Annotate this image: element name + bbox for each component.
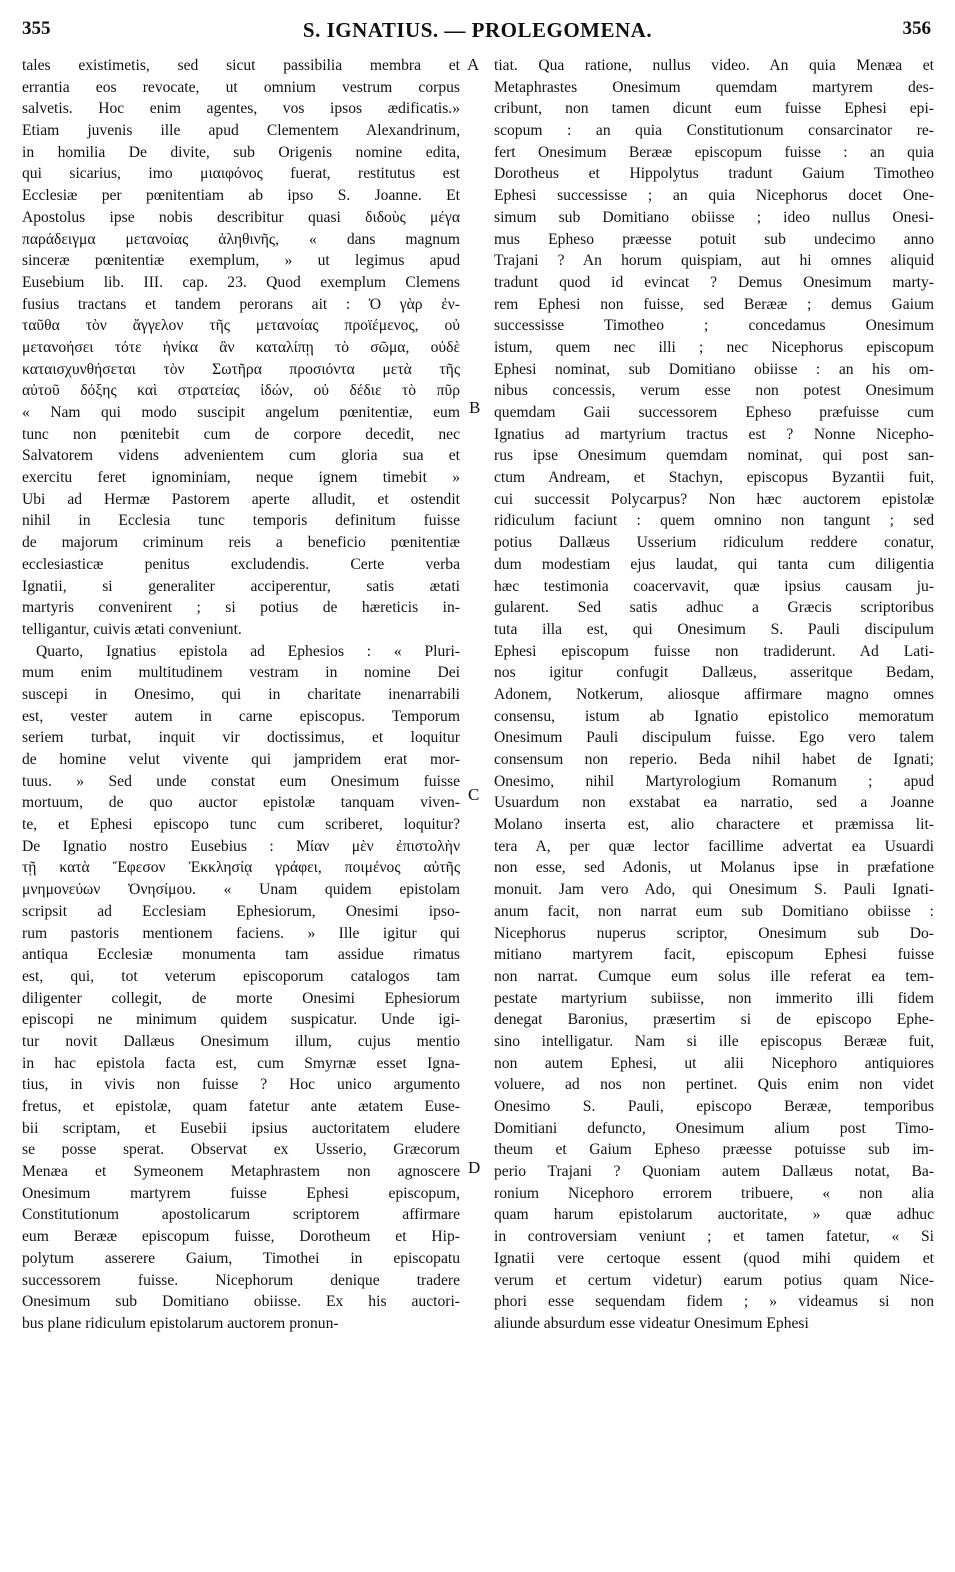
text-line: fusius tractans et tandem perorans ait : Ὁ γὰρ ἐν- [22, 295, 460, 313]
text-line: rus ipse Onesimum quemdam nominat, qui post san- [494, 447, 934, 465]
running-title: S. IGNATIUS. — PROLEGOMENA. [302, 18, 653, 42]
text-line: est, vester autem in carne episcopus. Temporum [22, 707, 460, 725]
text-line: scripsit ad Ecclesiam Ephesiorum, Onesimi ipso- [22, 902, 460, 920]
text-line: phori esse sequendam fidem ; » videamus si non [494, 1293, 934, 1311]
text-line: dum modestiam ejus laudat, qui tanta cum diligentia [494, 555, 934, 573]
text-line: consensu, istum ab Ignatio epistolico memoratum [494, 707, 934, 725]
text-line: Ephesi episcopum fuisse non tradiderunt. Ad Lati- [494, 642, 934, 660]
margin-letter-d: D [468, 1158, 481, 1177]
text-line: non autem Ephesi, ut alii Nicephoro antiquiores [494, 1054, 934, 1072]
text-line: tur novit Dallæus Onesimum illum, cujus mentio [22, 1032, 460, 1050]
text-line: tales existimetis, sed sicut passibilia membra et [22, 57, 460, 74]
text-line: eum Berææ episcopum fuisse, Dorotheum et Hip- [22, 1228, 460, 1246]
margin-letter-b: B [469, 398, 481, 417]
text-line: suscepi in Onesimo, qui in charitate inenarrabili [22, 685, 460, 703]
text-line: Nicephorus nuperus scriptor, Onesimum sub Do- [494, 924, 934, 942]
margin-letter-c: C [468, 785, 480, 804]
text-line: salvetis. Hoc enim agentes, vos ipsos ædificatis.» [22, 100, 460, 118]
text-line: perio Trajani ? Quoniam autem Dallæus notat, Ba- [494, 1163, 934, 1181]
text-line: Eusebium lib. III. cap. 23. Quod exemplum Clemens [22, 273, 460, 291]
text-line: De Ignatio nostro Eusebius : Μίαν μὲν ἐπιστολὴν [22, 837, 460, 855]
text-line: ctum Andream, et Stachyn, episcopus Byzantii fuit, [494, 469, 934, 487]
text-line: de homine velut vivente qui jampridem erat mor- [22, 751, 460, 768]
text-line: voluere, ad nos non pertinet. Quis enim non videt [494, 1076, 934, 1094]
text-line: Constitutionum apostolicarum scriptorem affirmare [22, 1206, 460, 1224]
text-line: nibus concessis, verum esse non potest Onesimum [494, 382, 934, 400]
text-line: telligantur, cuivis ætati conveniunt. [22, 620, 242, 638]
text-line: seriem turbat, inquit vir doctissimus, et loquitur [22, 729, 460, 747]
text-line: Onesimum sub Domitiano obiisse. Ex his auctori- [22, 1293, 460, 1311]
text-line: Onesimo S. Pauli, episcopo Berææ, temporibus [494, 1098, 934, 1115]
text-line: hæc testimonia coacervavit, quæ ipsius causam ju- [494, 577, 934, 595]
text-line: martyris convenirent ; si potius de hæreticis in- [22, 599, 460, 617]
page-number-right: 356 [902, 18, 931, 39]
text-line: bii scriptam, et Eusebii ipsius auctoritatem eludere [22, 1119, 460, 1137]
text-line: in hac epistola facta est, cum Smyrnæ esset Igna- [22, 1054, 460, 1072]
text-line: τῇ κατὰ Ἔφεσον Ἐκκλησίᾳ γράφει, ποιμένος αὐτῆς [22, 859, 460, 877]
text-line: Apostolus ipse nobis describitur quasi διδοὺς μέγα [22, 208, 460, 226]
text-line: Trajani ? An horum quispiam, aut hi omnes aliquid [494, 252, 934, 270]
text-line: ronium Nicephoro errorem tribuere, « non alia [494, 1184, 934, 1202]
text-line: Metaphrastes Onesimum quemdam martyrem des- [494, 78, 934, 96]
text-line: cui successit Polycarpus? Non hæc auctorem epistolæ [494, 490, 934, 508]
text-line: « Nam qui modo suscipit angelum pœnitentiæ, eum [22, 404, 460, 421]
text-line: non esse, sed Adonis, ut Molanus ipse in præfatione [494, 859, 934, 877]
text-line: te, et Ephesi episcopo tunc cum scriberet, loquitur? [22, 816, 460, 834]
text-line: rum pastoris mentionem faciens. » Ille igitur qui [22, 924, 460, 942]
text-line: qui sicarius, imo μιαιφόνος fuerat, restitutus est [22, 165, 460, 183]
text-line: potius Dallæus Usserium ridiculum reddere conatur, [494, 534, 934, 552]
text-line: cribunt, non tamen dicunt eum fuisse Ephesi epi- [494, 100, 934, 118]
text-line: in controversiam veniunt ; et tamen fatetur, « Si [494, 1228, 934, 1246]
text-line: Adonem, Notkerum, aliosque affirmare magno omnes [494, 685, 934, 703]
text-line: se posse sperat. Observat ex Usserio, Græcorum [22, 1141, 460, 1159]
text-line: rem Ephesi non fuisse, sed Berææ ; demus Gaium [494, 295, 934, 313]
text-line: Ephesi nominat, sub Domitiano obiisse : an his om- [494, 360, 934, 378]
text-line: ridiculum faciunt : quem omnino non tangunt ; sed [494, 512, 934, 530]
text-line: sinceræ pœnitentiæ exemplum, » ut legimus apud [22, 252, 460, 270]
text-line: successisse Timotheo ; concedamus Onesimum [494, 317, 934, 335]
text-line: αὐτοῦ δόξης καὶ στρατείας ἰδών, οὐ δέδιε τὸ πῦρ [22, 382, 460, 400]
text-line: antiqua Ecclesiæ monumenta tam assidue rimatus [22, 946, 460, 964]
text-line: tradunt quod id evincat ? Demus Onesimum marty- [494, 273, 934, 291]
text-line: Dorotheus et Hippolytus tradunt Gaium Timotheo [494, 165, 934, 183]
text-line: est, qui, tot veterum episcoporum catalogos tam [22, 967, 460, 985]
text-line: Usuardum non exstabat ea narratio, sed a Joanne [494, 794, 934, 812]
right-column [494, 55, 934, 1335]
text-line: istum, quem nec illi ; nec Nicephorus episcopum [494, 338, 934, 356]
text-line: simum sub Domitiano obiisse ; ideo nullus Onesi- [494, 208, 934, 226]
text-line: theum et Gaium Epheso præesse potuisse sub im- [494, 1141, 934, 1159]
text-line: tera A, per quæ lector facillime advertat ea Usuardi [494, 837, 934, 855]
text-line: tius, in vivis non fuisse ? Hoc unico argumento [22, 1076, 460, 1094]
text-line: Onesimum martyrem fuisse Ephesi episcopum, [22, 1184, 460, 1202]
text-line: Ubi ad Hermæ Pastorem aperte alludit, et ostendit [22, 490, 460, 508]
text-line: μνημονεύων Ὀνησίμου. « Unam quidem epistolam [22, 881, 460, 899]
text-line: quemdam Gaii successorem Epheso præfuisse cum [494, 404, 934, 421]
text-line: fretus, et epistolæ, quam fatetur ante ætatem Euse- [22, 1098, 460, 1115]
text-line: mitiano martyrem facit, episcopum Ephesi fuisse [494, 946, 934, 964]
text-line: Ignatius ad martyrium tractus est ? Nonne Nicepho- [494, 425, 934, 443]
text-line: tunc non pœnitebit cum de corpore decedit, nec [22, 425, 460, 443]
text-line: denegat Baronius, præsertim si de episcopo Ephe- [494, 1011, 934, 1029]
text-line: exercitu feret ignominiam, neque ignem timebit » [22, 469, 460, 487]
text-line: μετανοήσει τότε ἡνίκα ἂν καταλίπῃ τὸ σῶμα, οὐδὲ [22, 338, 460, 356]
text-line: Quarto, Ignatius epistola ad Ephesios : « Pluri- [36, 642, 460, 660]
text-line: tuus. » Sed unde constat eum Onesimum fuisse [22, 772, 460, 790]
text-line: episcopi ne minimum quidem suspicatur. Unde igi- [22, 1011, 460, 1029]
running-header [0, 18, 955, 48]
text-line: monuit. Jam vero Ado, qui Onesimum S. Pauli Ignati- [494, 881, 934, 899]
text-line: pestate martyrium subiisse, non immerito illi fidem [494, 989, 934, 1007]
text-line: tuta illa est, qui Onesimum S. Pauli discipulum [494, 620, 934, 638]
text-line: de majorum criminum reis a beneficio pœnitentiæ [22, 534, 460, 552]
text-line: ταῦθα τὸν ἄγγελον τῆς μετανοίας προϊέμενος, οὐ [22, 317, 460, 335]
text-line: Ignatii vere certoque essent (quod mihi quidem et [494, 1249, 934, 1267]
text-line: verum et certum videtur) earum potius quam Nice- [494, 1271, 934, 1289]
text-line: Onesimo, nihil Martyrologium Romanum ; apud [494, 772, 934, 790]
text-line: Ecclesiæ per pœnitentiam ab ipso S. Joanne. Et [22, 187, 460, 205]
text-line: errantia eos revocate, ut omnium vestrum corpus [22, 78, 460, 96]
text-line: consensum non reperio. Beda nihil habet de Ignati; [494, 751, 934, 768]
text-line: Etiam juvenis ille apud Clementem Alexandrinum, [22, 122, 460, 140]
text-line: fert Onesimum Berææ episcopum fuisse : an quia [494, 143, 934, 161]
text-line: anum facit, non narrat eum sub Domitiano obiisse : [494, 902, 934, 920]
text-line: Onesimum Pauli discipulum fuisse. Ego vero talem [494, 729, 934, 747]
text-line: scopum : an quia Constitutionum consarcinator re- [494, 122, 934, 140]
text-line: bus plane ridiculum epistolarum auctorem pronun- [22, 1314, 339, 1332]
text-line: polytum asserere Gaium, Timothei in episcopatu [22, 1249, 460, 1267]
text-line: aliunde absurdum esse videatur Onesimum Ephesi [494, 1314, 809, 1332]
text-line: sino intelligatur. Nam si ille episcopus Berææ fuit, [494, 1032, 934, 1050]
text-line: successorem fuisse. Nicephorum denique tradere [22, 1271, 460, 1289]
text-line: ecclesiasticæ penitus excludendis. Certe verba [22, 555, 460, 573]
margin-letter-a: A [467, 55, 480, 74]
text-line: Menæa et Symeonem Metaphrastem non agnoscere [22, 1163, 460, 1181]
text-line: gularent. Sed satis adhuc a Græcis scriptoribus [494, 599, 934, 617]
text-line: mus Epheso præesse potuit sub undecimo anno [494, 230, 934, 248]
text-line: Domitiani defuncto, Onesimum alium post Timo- [494, 1119, 934, 1137]
text-line: nihil in Ecclesia tunc temporis definitum fuisse [22, 512, 460, 530]
text-line: Salvatorem videns advenientem cum gloria sua et [22, 447, 460, 465]
text-line: παράδειγμα μετανοίας ἀληθινῆς, « dans magnum [22, 230, 460, 248]
text-line: Ephesi successisse ; an quia Nicephorus docet One- [494, 187, 934, 205]
text-line: καταισχυνθήσεται τὸν Σωτῆρα προσιόντα μετὰ τῆς [22, 360, 460, 378]
text-line: mortuum, de quo auctor epistolæ tanquam viven- [22, 794, 460, 812]
page-number-left: 355 [22, 18, 51, 39]
text-line: mum enim multitudinem vestram in nomine Dei [22, 664, 460, 682]
text-line: diligenter collegit, de morte Onesimi Ephesiorum [22, 989, 460, 1007]
text-line: nos igitur confugit Dallæus, asseritque Bedam, [494, 664, 934, 682]
text-line: non narrat. Cumque eum solus ille referat ea tem- [494, 967, 934, 985]
text-line: Molano inserta est, alio charactere et præmissa lit- [494, 816, 934, 834]
text-line: in homilia De divite, sub Origenis nomine edita, [22, 143, 460, 161]
text-line: tiat. Qua ratione, nullus video. An quia Menæa et [494, 57, 934, 74]
text-line: Ignatii, si generaliter acciperentur, satis ætati [22, 577, 460, 595]
text-line: quam harum epistolarum auctoritate, » quæ adhuc [494, 1206, 934, 1224]
left-column [22, 55, 460, 1335]
